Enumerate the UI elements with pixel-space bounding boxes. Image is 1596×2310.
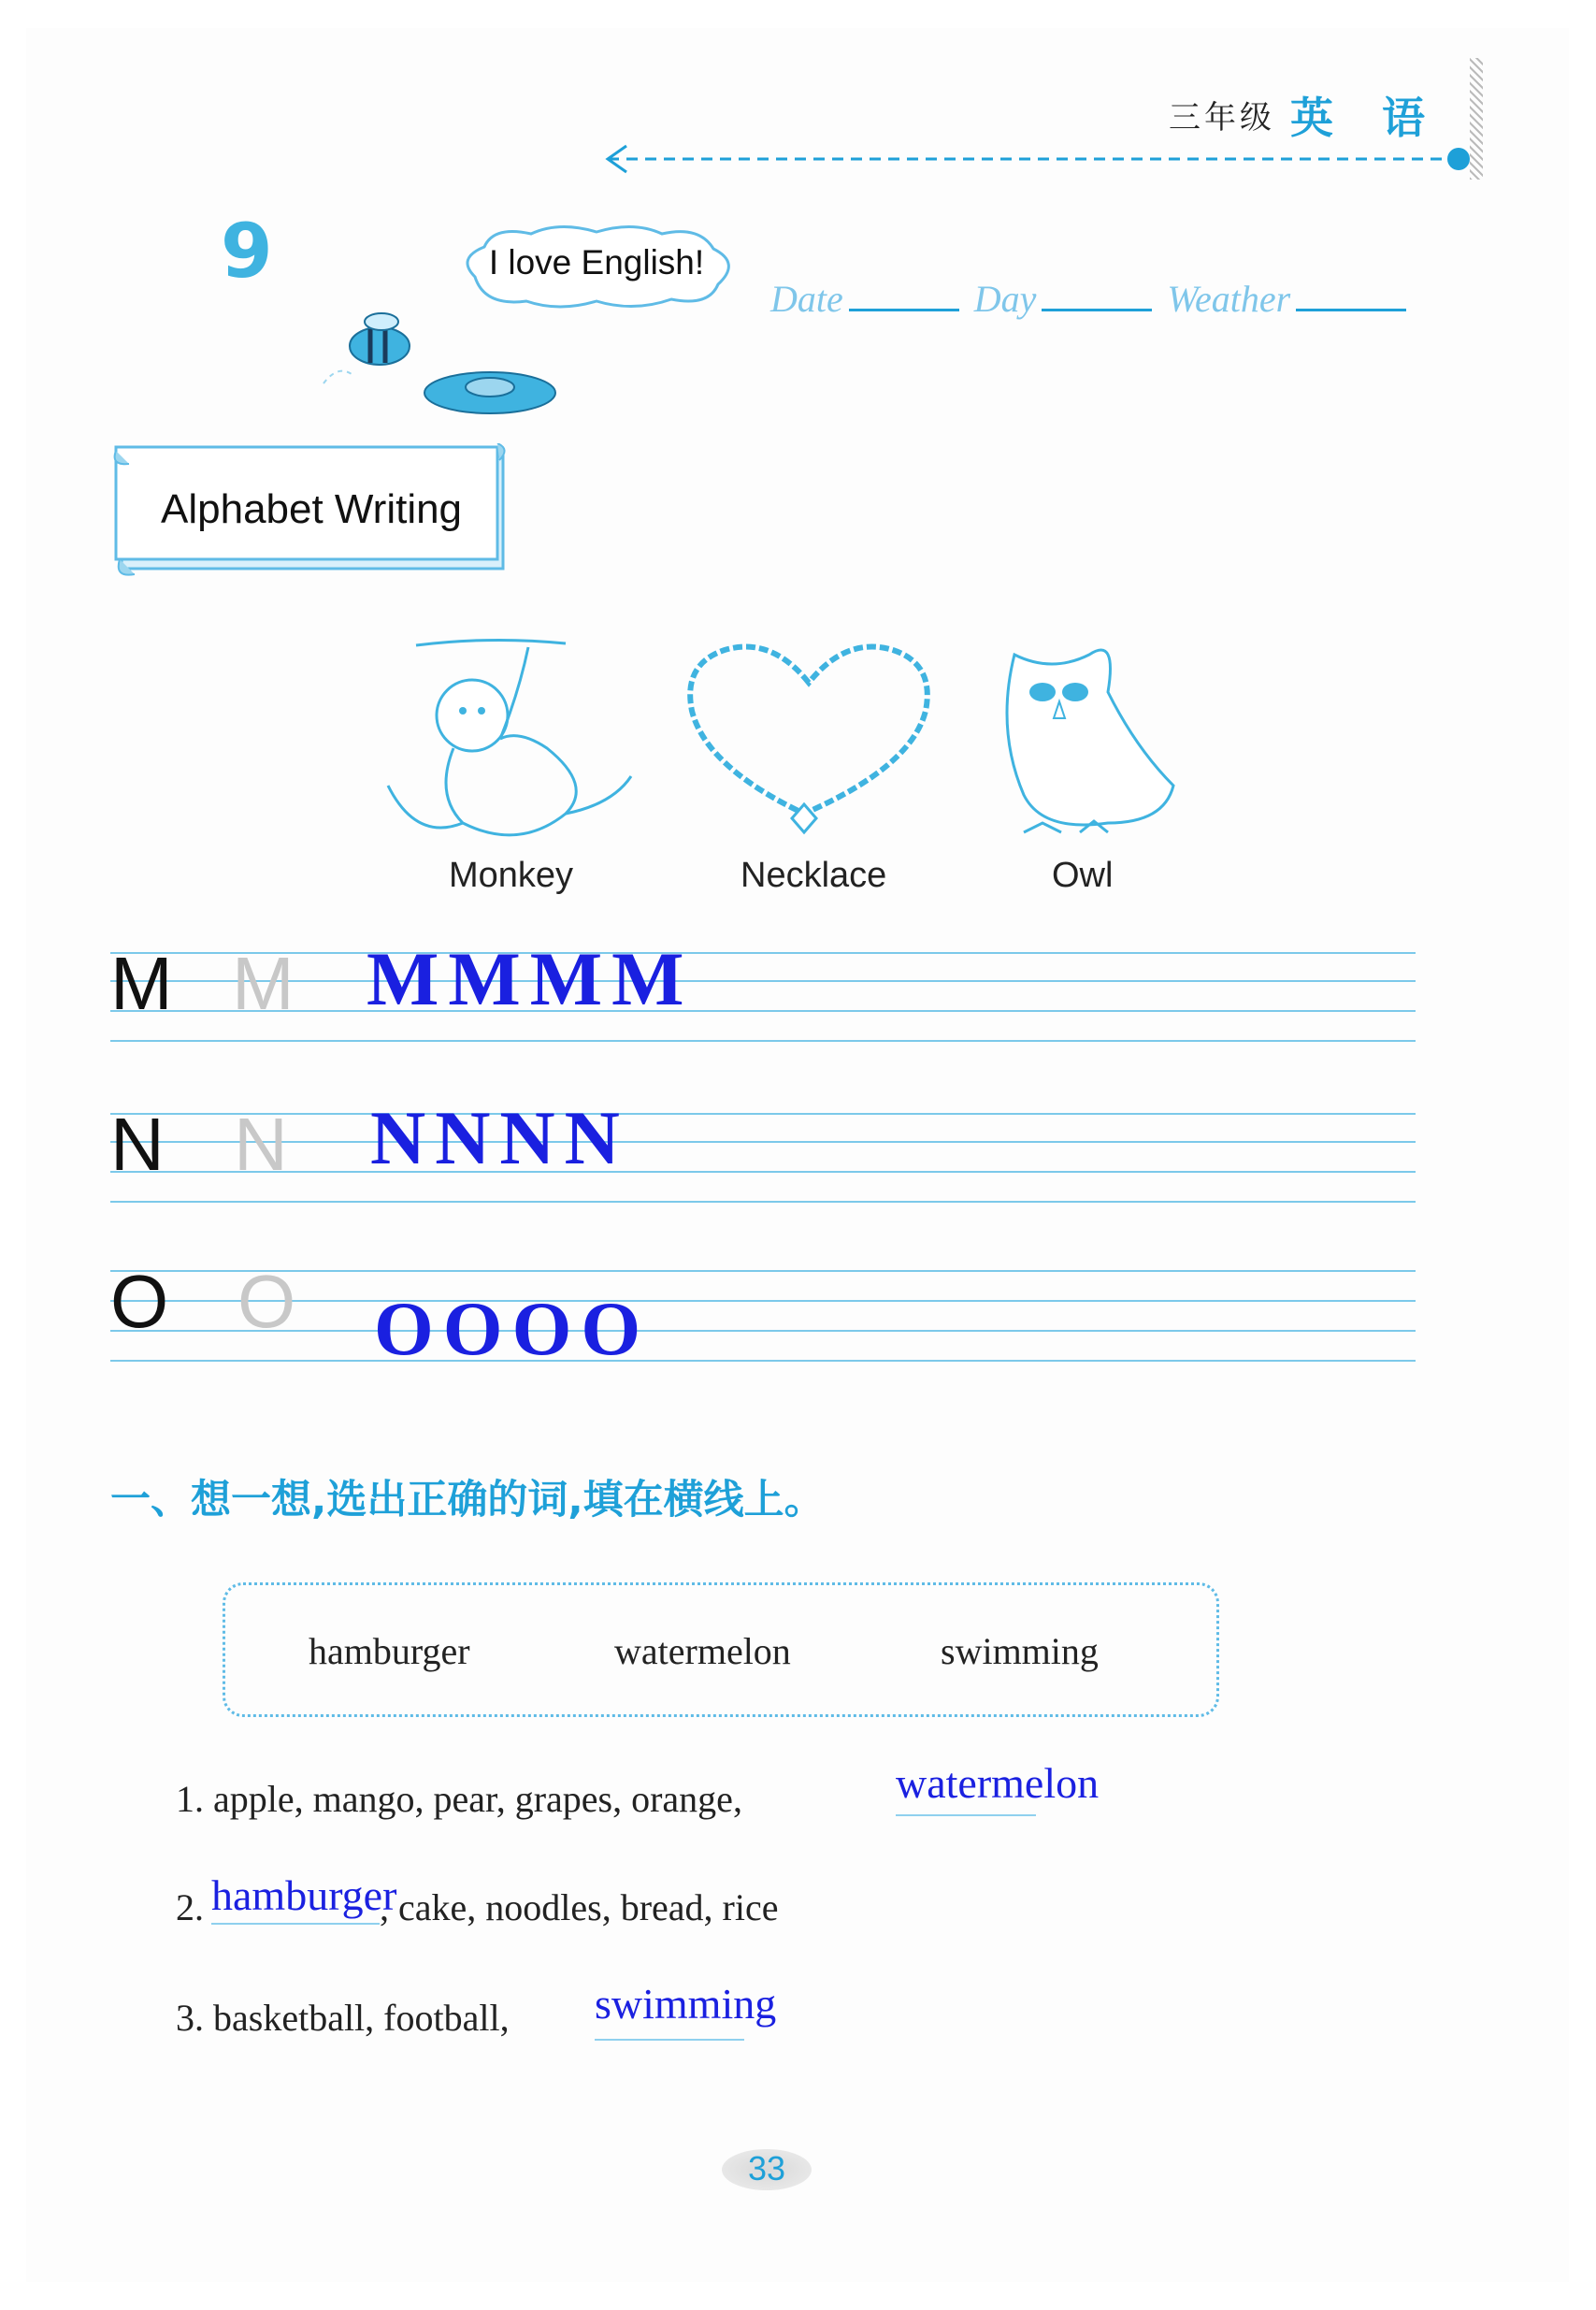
handwritten-letters-o: OOOO bbox=[374, 1286, 651, 1371]
exercise-instruction: 一、想一想,选出正确的词,填在横线上。 bbox=[110, 1477, 825, 1523]
word-bank-item: hamburger bbox=[309, 1630, 470, 1672]
answer-underline bbox=[896, 1814, 1036, 1816]
guide-line bbox=[110, 1141, 1416, 1143]
necklace-icon bbox=[678, 636, 940, 842]
owl-icon bbox=[986, 636, 1192, 851]
question-2-answer: hamburger bbox=[211, 1871, 397, 1919]
answer-underline bbox=[211, 1923, 380, 1925]
date-blank bbox=[849, 309, 959, 311]
guide-line bbox=[110, 952, 1416, 954]
question-1-text: 1. apple, mango, pear, grapes, orange, bbox=[176, 1778, 742, 1820]
trace-letter-o: O bbox=[237, 1260, 296, 1343]
date-day-weather-row bbox=[770, 277, 1412, 321]
day-blank bbox=[1042, 309, 1152, 311]
guide-line bbox=[110, 1360, 1416, 1362]
guide-line bbox=[110, 1040, 1416, 1042]
dashed-arrow-icon bbox=[598, 140, 1477, 178]
grade-label: 三年级 bbox=[1169, 99, 1275, 137]
weather-blank bbox=[1296, 309, 1406, 311]
monkey-icon bbox=[379, 636, 650, 860]
guide-line bbox=[110, 1010, 1416, 1012]
bee-and-flower-icon bbox=[314, 309, 567, 421]
speech-bubble-text: I love English! bbox=[488, 243, 705, 282]
guide-line bbox=[110, 1300, 1416, 1302]
word-bank-item: swimming bbox=[941, 1630, 1099, 1672]
picture-label-monkey: Monkey bbox=[449, 856, 574, 895]
subject-label: 英 语 bbox=[1290, 93, 1443, 143]
guide-line bbox=[110, 980, 1416, 982]
picture-label-necklace: Necklace bbox=[740, 856, 887, 895]
handwritten-letters-n: NNNN bbox=[370, 1095, 629, 1180]
guide-line bbox=[110, 1113, 1416, 1115]
day-label: Day bbox=[973, 278, 1037, 320]
guide-line bbox=[110, 1171, 1416, 1173]
lesson-number: 9 bbox=[221, 208, 273, 295]
answer-underline bbox=[595, 2039, 744, 2041]
model-letter-n: N bbox=[110, 1103, 165, 1186]
trace-letter-n: N bbox=[234, 1103, 288, 1186]
handwritten-letters-m: MMMM bbox=[367, 936, 694, 1021]
picture-label-owl: Owl bbox=[1052, 856, 1114, 895]
guide-line bbox=[110, 1270, 1416, 1272]
model-letter-o: O bbox=[110, 1260, 169, 1343]
guide-line bbox=[110, 1330, 1416, 1332]
question-1-answer: watermelon bbox=[896, 1759, 1100, 1807]
date-label: Date bbox=[770, 278, 843, 320]
guide-line bbox=[110, 1201, 1416, 1203]
question-3-answer: swimming bbox=[595, 1980, 777, 2028]
weather-label: Weather bbox=[1167, 278, 1291, 320]
section-title: Alphabet Writing bbox=[161, 486, 463, 532]
question-3-text: 3. basketball, football, bbox=[176, 1997, 510, 2039]
model-letter-m: M bbox=[110, 942, 173, 1025]
question-2-number: 2. bbox=[176, 1886, 204, 1928]
word-bank-item: watermelon bbox=[614, 1630, 791, 1672]
trace-letter-m: M bbox=[232, 942, 295, 1025]
question-2-text: , cake, noodles, bread, rice bbox=[380, 1886, 779, 1928]
page-number: 33 bbox=[747, 2149, 786, 2187]
